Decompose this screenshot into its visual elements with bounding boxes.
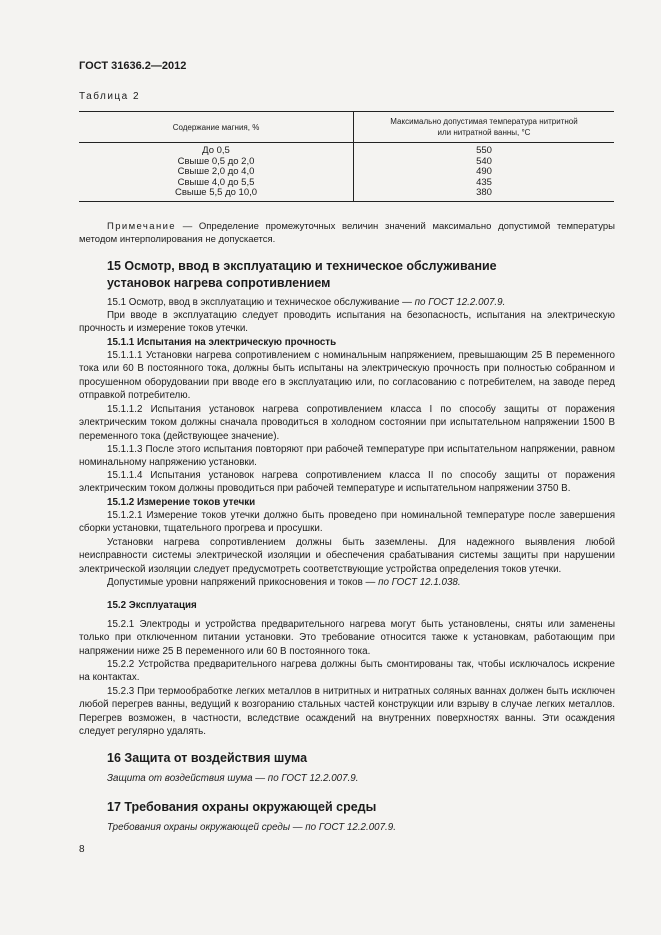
paragraph-15-1-1-2: 15.1.1.2 Испытания установок нагрева сопротивлением класса I по способу защиты от поражения электрическим током должны сначала проводиться в холодном состоянии при испытательном напряжении 1500 В переменного тока (действующее значение). [79, 404, 615, 442]
paragraph-15-1-reference: по ГОСТ 12.2.007.9. [414, 297, 506, 308]
magnesium-temperature-table [79, 111, 614, 202]
magnesium-value: Свыше 4,0 до 5,5 [177, 176, 255, 188]
magnesium-value: Свыше 2,0 до 4,0 [177, 166, 255, 178]
magnesium-value: До 0,5 [202, 145, 230, 156]
paragraph-15-1 [79, 296, 615, 309]
temperature-value: 435 [476, 176, 492, 188]
magnesium-cell [79, 143, 354, 202]
temperature-cell [354, 143, 615, 202]
paragraph-permissible-levels [79, 576, 615, 589]
paragraph-15-2-2: 15.2.2 Устройства предварительного нагрева должны быть смонтированы так, чтобы исключалось искрение на контактах. [79, 659, 615, 684]
section-17-text: Требования охраны окружающей среды — по ГОСТ 12.2.007.9. [107, 822, 396, 833]
paragraph-15-2-3: 15.2.3 При термообработке легких металлов в нитритных и нитратных соляных ваннах должен быть исключен любой перегрев ванны, ведущий к возгоранию стальных частей конструкции или взрыву в случае легких металлов. Перегрев возможен, в частности, вследствие осаждений на внутренних поверхностях ванны. Эти осаждения следует регулярно удалять. [79, 686, 615, 738]
section-16-text: Защита от воздействия шума — по ГОСТ 12.2.007.9. [107, 773, 359, 784]
section-17-heading: 17 Требования охраны окружающей среды [107, 800, 377, 814]
permissible-levels-text: Допустимые уровни напряжений прикосновения и токов — [107, 577, 379, 588]
table-row [79, 143, 614, 202]
subheading-15-2: 15.2 Эксплуатация [107, 600, 197, 611]
section-16-heading: 16 Защита от воздействия шума [107, 751, 308, 765]
paragraph-15-1-1-1: 15.1.1.1 Установки нагрева сопротивлением с номинальным напряжением, превышающим 25 В переменного тока или 60 В постоянного тока, должны быть испытаны на электрическую прочность при полностью собранном и просушенном оборудовании при вводе его в эксплуатацию или, по согласованию с потребителем, на заводе перед отправкой потребителю. [79, 350, 615, 402]
paragraph-15-1-text: 15.1 Осмотр, ввод в эксплуатацию и техническое обслуживание — [107, 297, 415, 308]
subheading-15-1-1: 15.1.1 Испытания на электрическую прочность [107, 337, 337, 348]
paragraph-15-2-1: 15.2.1 Электроды и устройства предварительного нагрева могут быть установлены, сняты или заменены только при отключенном питании установки. Это требование относится также к установкам, работающим при напряжении ниже 25 В переменного или 60 В постоянного тока. [79, 619, 615, 657]
temperature-value: 550 [476, 145, 492, 156]
column-header-magnesium: Содержание магния, % [79, 112, 354, 143]
column-header-temperature-line2: или нитратной ванны, °С [437, 128, 531, 137]
section-15-heading [107, 258, 497, 292]
table-header-row [79, 112, 614, 143]
paragraph-15-1-1-4: 15.1.1.4 Испытания установок нагрева сопротивлением класса II по способу защиты от поражения электрическим током должны проводиться при рабочей температуре и испытательном напряжении 3750 В. [79, 470, 615, 495]
paragraph-commissioning: При вводе в эксплуатацию следует проводить испытания на безопасность, испытания на электрическую прочность и измерение токов утечки. [79, 310, 615, 335]
temperature-value: 540 [476, 155, 492, 167]
temperature-value: 490 [476, 166, 492, 178]
page-number: 8 [79, 844, 85, 855]
section-15-title-line2: установок нагрева сопротивлением [107, 276, 331, 290]
table-caption: Таблица 2 [79, 91, 141, 102]
magnesium-value: Свыше 5,5 до 10,0 [174, 187, 258, 199]
note-text: — Определение промежуточных величин значений максимально допустимой температуры методом интерполирования не допускается. [79, 221, 615, 245]
section-15-title-line1: 15 Осмотр, ввод в эксплуатацию и техническое обслуживание [107, 259, 497, 273]
temperature-value: 380 [476, 187, 492, 199]
magnesium-value: Свыше 0,5 до 2,0 [177, 155, 255, 167]
subheading-15-1-2: 15.1.2 Измерение токов утечки [107, 497, 256, 508]
permissible-levels-reference: по ГОСТ 12.1.038. [378, 577, 461, 588]
note-label: Примечание [107, 221, 176, 232]
paragraph-15-1-1-3: 15.1.1.3 После этого испытания повторяют при рабочей температуре при испытательном напряжении, равном номинальному напряжению установки. [79, 444, 615, 469]
document-id-header: ГОСТ 31636.2—2012 [79, 60, 187, 72]
paragraph-grounding: Установки нагрева сопротивлением должны быть заземлены. Для надежного выявления любой неисправности системы электрической изоляции и обеспечения срабатывания системы защиты при нарушении электрической изоляции следует предусмотреть соответствующие устройства определения токов утечки. [79, 537, 615, 575]
table-note [79, 220, 615, 246]
paragraph-15-1-2-1: 15.1.2.1 Измерение токов утечки должно быть проведено при номинальной температуре после завершения сборки установки, тщательного прогрева и просушки. [79, 510, 615, 535]
column-header-temperature [354, 112, 615, 143]
column-header-temperature-line1: Максимально допустимая температура нитритной [390, 117, 578, 126]
